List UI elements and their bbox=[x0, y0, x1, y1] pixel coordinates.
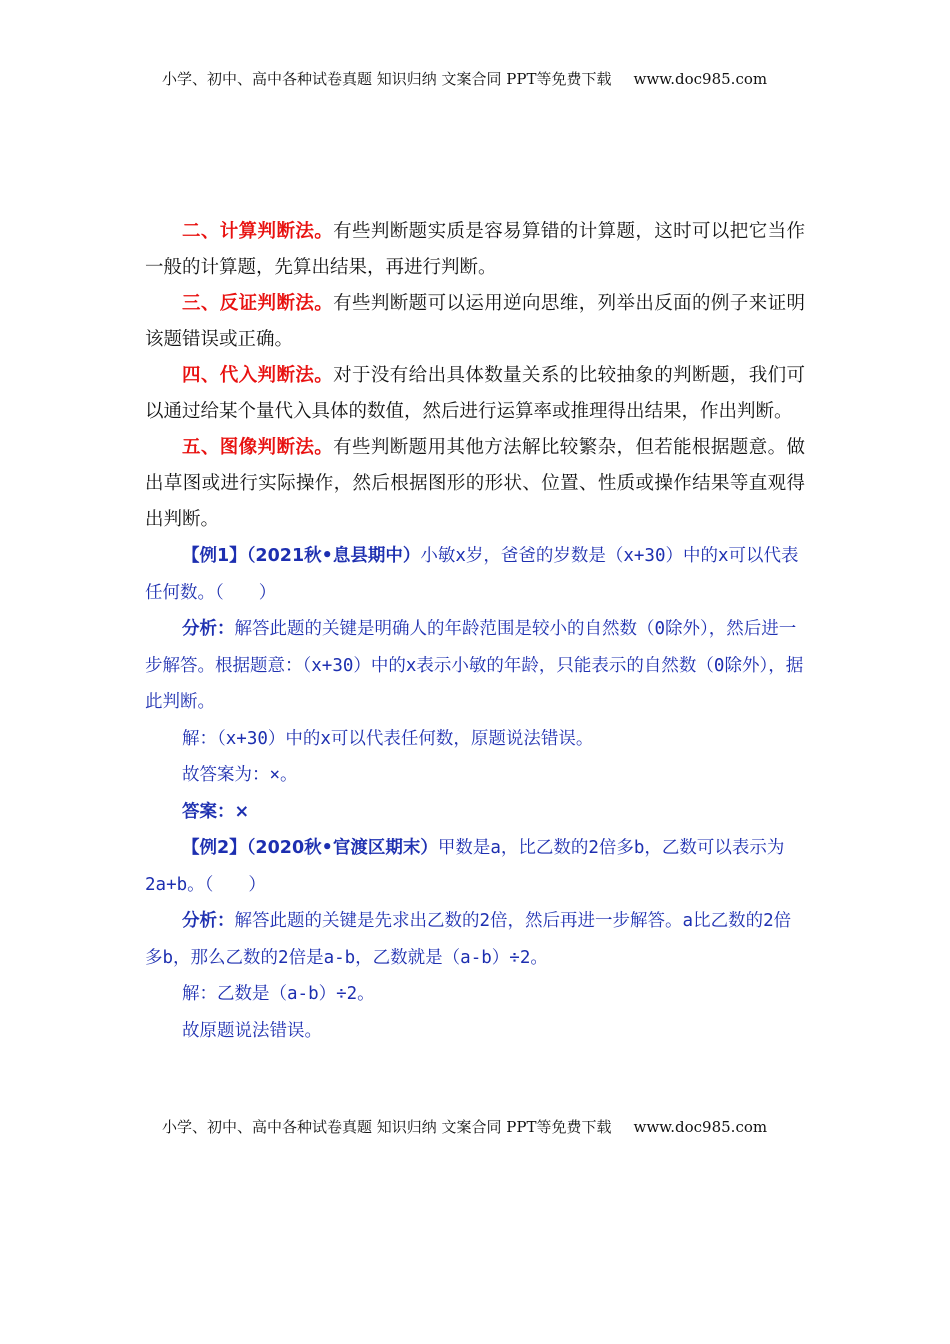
example-1-solution: 解：（x+30）中的x可以代表任何数，原题说法错误。 bbox=[182, 728, 594, 749]
analysis-label: 分析： bbox=[182, 619, 235, 639]
section-body: 有些判断题实质是容易算错的计算题，这时可以把它当作一般的计算题，先算出结果，再进行判断。 bbox=[145, 221, 805, 278]
page-header bbox=[162, 68, 802, 89]
example-1-question bbox=[145, 538, 805, 611]
section-title: 四、代入判断法。 bbox=[182, 365, 334, 386]
section-4 bbox=[145, 358, 805, 430]
header-text: 小学、初中、高中各种试卷真题 知识归纳 文案合同 PPT等免费下载 bbox=[162, 70, 612, 88]
example-1-analysis bbox=[145, 611, 805, 721]
section-title: 五、图像判断法。 bbox=[182, 437, 334, 458]
analysis-label: 分析： bbox=[182, 911, 235, 931]
section-title: 三、反证判断法。 bbox=[182, 293, 334, 314]
section-2 bbox=[145, 214, 805, 286]
section-body: 有些判断题用其他方法解比较繁杂，但若能根据题意。做出草图或进行实际操作，然后根据图形的形状、位置、性质或操作结果等直观得出判断。 bbox=[145, 437, 805, 530]
example-2-solution: 解：乙数是（a-b）÷2。 bbox=[182, 984, 375, 1004]
section-body: 有些判断题可以运用逆向思维，列举出反面的例子来证明该题错误或正确。 bbox=[145, 293, 805, 350]
section-title: 二、计算判断法。 bbox=[182, 221, 334, 242]
example-label: 【例1】（2021秋•息县期中） bbox=[182, 546, 421, 566]
footer-text: 小学、初中、高中各种试卷真题 知识归纳 文案合同 PPT等免费下载 bbox=[162, 1118, 612, 1136]
example-question: 甲数是a，比乙数的2倍多b，乙数可以表示为2a+b。（ ） bbox=[145, 838, 785, 895]
analysis-text: 解答此题的关键是先求出乙数的2倍，然后再进一步解答。a比乙数的2倍多b，那么乙数的2倍是a-b，乙数就是（a-b）÷2。 bbox=[145, 911, 792, 968]
example-2-question bbox=[145, 830, 805, 903]
example-question: 小敏x岁，爸爸的岁数是（x+30）中的x可以代表任何数。（ ） bbox=[145, 546, 799, 603]
analysis-text: 解答此题的关键是明确人的年龄范围是较小的自然数（0除外），然后进一步解答。根据题意：（x+30）中的x表示小敏的年龄，只能表示的自然数（0除外），据此判断。 bbox=[145, 619, 804, 712]
header-url[interactable]: www.doc985.com bbox=[633, 70, 768, 88]
example-label: 【例2】（2020秋•官渡区期末） bbox=[182, 838, 438, 858]
section-5 bbox=[145, 430, 805, 538]
answer-value: × bbox=[234, 801, 250, 822]
example-2-analysis bbox=[145, 903, 805, 976]
section-body: 对于没有给出具体数量关系的比较抽象的判断题，我们可以通过给某个量代入具体的数值，然后进行运算率或推理得出结果，作出判断。 bbox=[145, 365, 805, 422]
example-2-conclusion: 故原题说法错误。 bbox=[182, 1020, 322, 1041]
example-1-conclusion: 故答案为：×。 bbox=[182, 765, 298, 785]
footer-url[interactable]: www.doc985.com bbox=[633, 1118, 768, 1136]
page-footer bbox=[162, 1116, 802, 1137]
section-3 bbox=[145, 286, 805, 358]
answer-label: 答案： bbox=[182, 801, 235, 822]
example-1-answer bbox=[145, 794, 805, 831]
document-body bbox=[145, 214, 805, 1049]
